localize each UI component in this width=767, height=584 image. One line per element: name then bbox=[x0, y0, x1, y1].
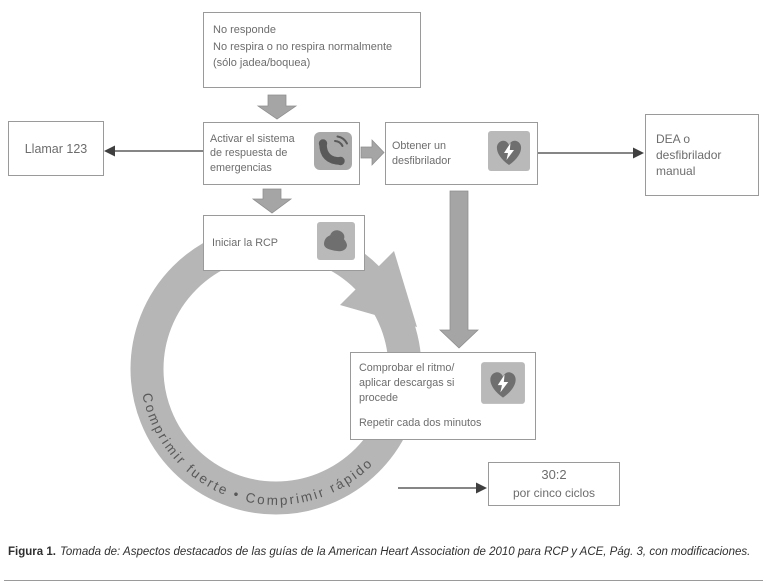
ratio-label: por cinco ciclos bbox=[512, 485, 596, 500]
bottom-rule bbox=[4, 580, 763, 581]
call-123-label: Llamar 123 bbox=[24, 141, 88, 156]
arrow-right-cycle-to-ratio-icon bbox=[398, 483, 487, 494]
node-assess bbox=[203, 12, 421, 88]
cycle-text-label: Comprimir fuerte • Comprimir rápido bbox=[139, 391, 375, 509]
node-activate-emergency bbox=[203, 122, 360, 185]
assess-line-1: No responde bbox=[213, 24, 276, 36]
arrow-right-activate-to-defib-icon bbox=[361, 140, 384, 165]
figure-caption-text: Tomada de: Aspectos destacados de las guías de la American Heart Association de 2010 para RCP y ACE, Pág. 3, con modificaciones. bbox=[59, 546, 751, 558]
dea-manual-label: DEA o desfibrilador manual bbox=[656, 131, 722, 179]
arrow-down-assess-to-activate-icon bbox=[258, 95, 296, 119]
check-rhythm-repeat-label: Repetir cada dos minutos bbox=[359, 417, 482, 429]
node-start-cpr bbox=[203, 215, 365, 271]
aed-heart-bolt-icon bbox=[480, 361, 526, 410]
node-check-rhythm bbox=[350, 352, 536, 440]
start-cpr-label: Iniciar la RCP bbox=[212, 236, 278, 249]
phone-icon bbox=[313, 131, 353, 176]
assess-line-3: (sólo jadea/boquea) bbox=[213, 57, 311, 69]
arrow-right-defib-to-dea-icon bbox=[538, 148, 644, 159]
cpr-hands-icon bbox=[316, 221, 356, 266]
node-dea-manual bbox=[645, 114, 759, 196]
aed-heart-bolt-icon bbox=[487, 130, 531, 177]
get-defibrillator-label: Obtener un desfibrilador bbox=[392, 140, 451, 167]
arrow-left-activate-to-call-icon bbox=[104, 146, 203, 157]
figure-caption bbox=[8, 544, 756, 560]
figure-caption-label: Figura 1. bbox=[8, 546, 56, 558]
arrow-down-defib-to-check-icon bbox=[440, 191, 478, 348]
node-ratio bbox=[488, 462, 620, 506]
ratio-value: 30:2 bbox=[541, 466, 567, 482]
assess-line-2: No respira o no respira normalmente bbox=[213, 40, 393, 53]
arrow-down-activate-to-cpr-icon bbox=[253, 189, 291, 213]
check-rhythm-line-1: Comprobar el ritmo/ bbox=[359, 362, 455, 374]
check-rhythm-line-2: aplicar descargas si procede bbox=[359, 376, 455, 404]
node-call-123 bbox=[8, 121, 104, 176]
node-get-defibrillator bbox=[385, 122, 538, 185]
activate-label: Activar el sistema de respuesta de emergencias bbox=[210, 133, 295, 174]
